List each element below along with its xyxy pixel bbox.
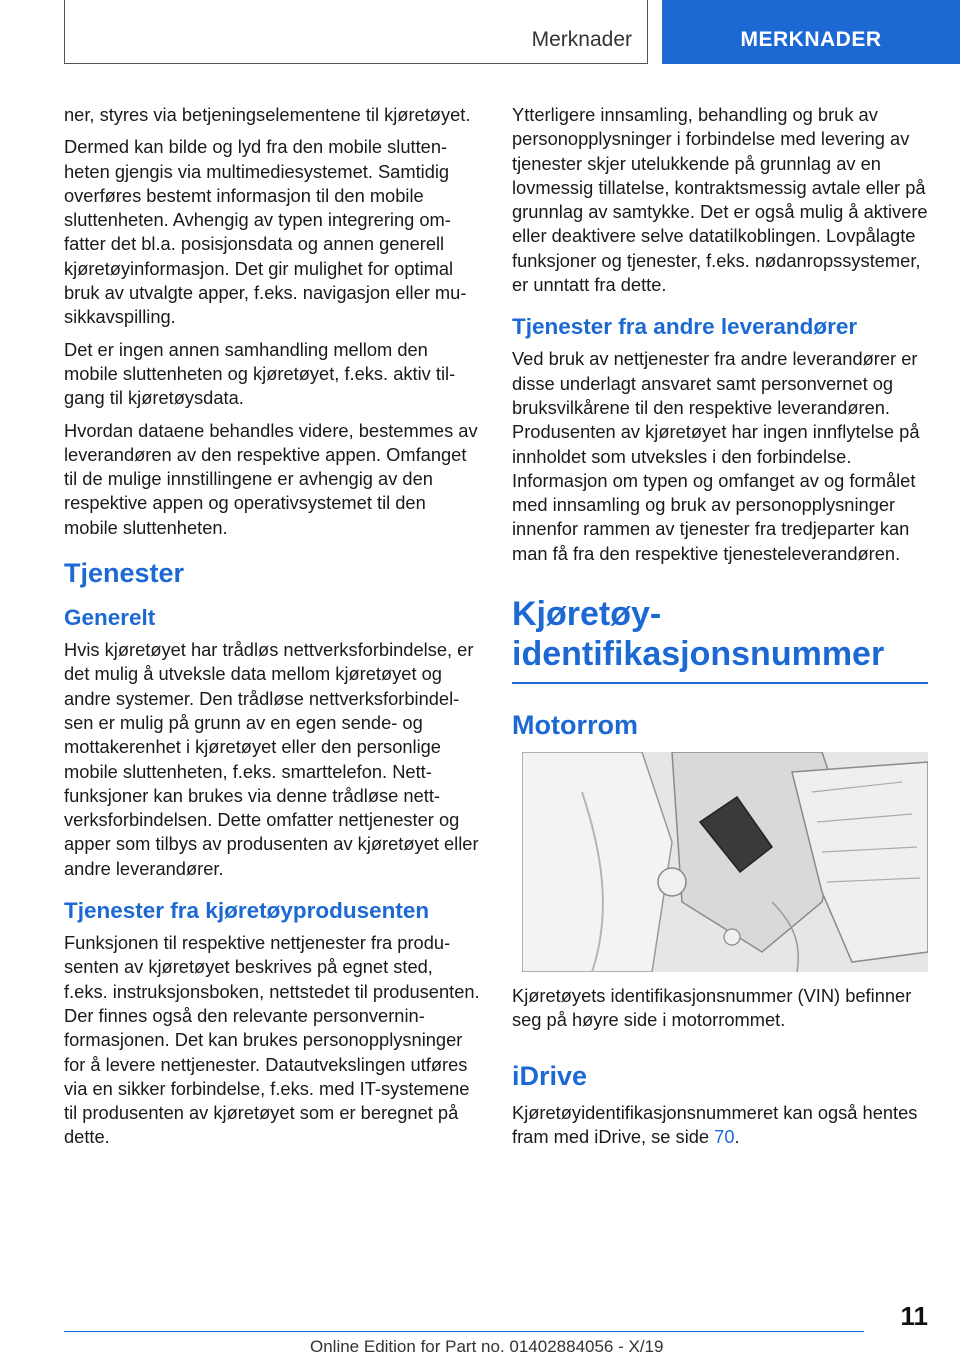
heading-tjenester-produsent: Tjenester fra kjøretøyprodusenten [64,898,430,924]
paragraph: Det er ingen annen samhandling mellom den mobile sluttenheten og kjøretøyet, f.eks. aktiv tilgang til kjøretøysdata. [64,338,456,409]
heading-tjenester-andre: Tjenester fra andre leverandører [512,314,858,340]
paragraph: Kjøretøyets identifikasjonsnummer (VIN) befinner seg på høyre side i motorrommet. [512,985,912,1031]
paragraph: Hvordan dataene behandles videre, bestemmes av leverandøren av den respektive appen. Omfanget til de mulige innstillingene er avhengig av den respektive appen og operativsystemet til den mobile sluttenheten. [64,419,478,538]
header-chapter-tab[interactable] [662,0,960,64]
paragraph: Ved bruk av nettjenester fra andre leverandører er disse underlagt ansvaret samt personvernet og bruksvilkårene til den respektive leverandøren. Produsenten av kjøretøyet har ingen innflytelse på innholdet som utveksles i den forbindelse. Informasjon om typen og omfanget av og formålet med innsamling og bruk av personopplysninger innenfor rammen av tjenester fra tredjeparter kan man få fra den respektive tjenesteleverandøren. [512,348,920,564]
idrive-text-end: . [734,1125,740,1147]
paragraph: ner, styres via betjeningselementene til kjøretøyet. [64,104,471,125]
heading-tjenester: Tjenester [64,558,185,589]
footer-divider [64,1331,864,1332]
heading-generelt: Generelt [64,605,156,631]
header-chapter-label: MERKNADER [740,28,882,51]
paragraph: Funksjonen til respektive nettjenester fra produsenten av kjøretøyet beskrives på egnet sted, f.eks. instruksjonsboken, nettstedet til produsenten. Der finnes også den relevante personverninformasjonen. Det kan brukes personopplysninger for å levere nettjenester. Datautvekslingen utføres via en sikker forbindelse, f.eks. med IT-systemene til produsenten av kjøretøyet som er beregnet på dette. [64,932,480,1148]
idrive-text: Kjøretøyidentifikasjonsnummeret kan også hentes fram med iDrive, se side [512,1101,918,1147]
engine-bay-illustration [522,752,928,972]
heading-motorrom: Motorrom [512,710,638,741]
heading-vin: Kjøretøy-identifikasjonsnummer [512,594,928,684]
paragraph-idrive [512,1101,928,1150]
paragraph: Dermed kan bilde og lyd fra den mobile sluttenheten gjengis via multimediesystemet. Samtidig overføres bestemt informasjon til den mobile sluttenheten. Avhengig av typen integrering omfatter det bl.a. posisjonsdata og annen generell kjøretøyinformasjon. Det gir mulighet for optimal bruk av utvalgte apper, f.eks. navigasjon eller musikkavspilling. [64,136,467,328]
engine-bay-drawing [522,752,928,972]
footer-edition: Online Edition for Part no. 01402884056 - X/19 [310,1337,664,1356]
left-column [64,103,480,1158]
paragraph: Ytterligere innsamling, behandling og bruk av personopplysninger i forbindelse med levering av tjenester skjer utelukkende på grunnlag av en lovmessig tillatelse, kontraktsmessig avtale eller på grunnlag av samtykke. Det er også mulig å aktivere eller deaktivere selve datatilkoblingen. Lovpålagte funksjoner og tjenester, f.eks. nødanropssystemer, er unntatt fra dette. [512,104,928,296]
right-column [512,103,928,1157]
paragraph: Hvis kjøretøyet har trådløs nettverksforbindelse, er det mulig å utveksle data mellom kjøretøyet og andre systemer. Den trådløse nettverksforbindelsen er mulig på grunn av en egen sende- og mottakerenhet i kjøretøyet eller den personlige mobile sluttenheten, f.eks. smarttelefon. Nettfunksjoner kan brukes via denne trådløse nettverksforbindelsen. Dette omfatter nettjenester og apper som tilbys av produsenten av kjøretøyet eller andre leverandører. [64,639,479,879]
page-link-70[interactable]: 70 [714,1125,735,1147]
header-section-title: Merknader [531,28,632,51]
page-number: 11 [900,1301,928,1331]
heading-idrive: iDrive [512,1060,588,1091]
